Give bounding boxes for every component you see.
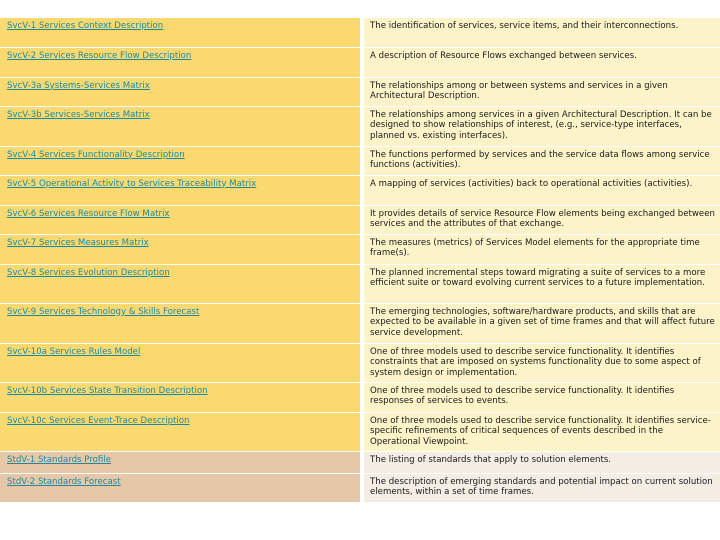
model-name-cell (0, 77, 360, 106)
table-row (0, 146, 720, 175)
model-name-cell (0, 473, 360, 502)
model-name-cell (0, 234, 360, 264)
model-link[interactable]: SvcV-4 Services Functionality Description (7, 149, 185, 160)
model-name-cell (0, 47, 360, 77)
model-description: The listing of standards that apply to solution elements. (364, 451, 720, 473)
model-link[interactable]: SvcV-1 Services Context Description (7, 21, 164, 31)
models-table (0, 18, 720, 503)
model-name-cell (0, 146, 360, 175)
model-name-cell (0, 382, 360, 412)
model-description: The relationships among or between systems and services in a given Architectural Description. (364, 77, 720, 106)
model-description: The relationships among services in a given Architectural Description. It can be designed to show relationships of interest, (e.g., service-type interfaces, planned vs. existing interfaces). (364, 106, 720, 146)
model-description: The identification of services, service items, and their interconnections. (364, 18, 720, 47)
model-name-cell (0, 412, 360, 451)
table-row (0, 343, 720, 382)
model-name-cell (0, 205, 360, 234)
table-row (0, 205, 720, 234)
model-link[interactable]: SvcV-9 Services Technology & Skills Forecast (7, 306, 200, 317)
model-description: The measures (metrics) of Services Model elements for the appropriate time frame(s). (364, 234, 720, 264)
model-description: One of three models used to describe service functionality. It identifies constraints that are imposed on systems functionality due to some aspect of system design or implementation. (364, 343, 720, 382)
model-link[interactable]: SvcV-10b Services State Transition Description (7, 385, 208, 396)
model-name-cell (0, 264, 360, 303)
model-link[interactable]: SvcV-3a Systems-Services Matrix (7, 80, 150, 91)
table-row (0, 234, 720, 264)
model-link[interactable]: StdV-2 Standards Forecast (7, 476, 121, 487)
table-row (0, 175, 720, 205)
model-description: The functions performed by services and the service data flows among service functions (activities). (364, 146, 720, 175)
model-name-cell (0, 451, 360, 473)
model-description: One of three models used to describe service functionality. It identifies service-specific refinements of critical sequences of events described in the Operational Viewpoint. (364, 412, 720, 451)
table-row (0, 451, 720, 473)
model-link[interactable]: SvcV-3b Services-Services Matrix (7, 109, 150, 120)
model-description: The emerging technologies, software/hardware products, and skills that are expected to be available in a given set of time frames and that will affect future service development. (364, 303, 720, 343)
model-description: The description of emerging standards and potential impact on current solution elements, within a set of time frames. (364, 473, 720, 502)
model-link[interactable]: SvcV-7 Services Measures Matrix (7, 237, 149, 248)
model-link[interactable]: StdV-1 Standards Profile (7, 454, 111, 465)
table-row (0, 303, 720, 343)
table-row (0, 473, 720, 502)
table-row (0, 264, 720, 303)
models-table-container (0, 18, 720, 503)
model-description: One of three models used to describe service functionality. It identifies responses of services to events. (364, 382, 720, 412)
model-name-cell (0, 18, 360, 47)
model-link[interactable]: SvcV-10c Services Event-Trace Description (7, 415, 190, 426)
model-name-cell (0, 303, 360, 343)
model-link[interactable]: SvcV-6 Services Resource Flow Matrix (7, 208, 170, 219)
table-row (0, 47, 720, 77)
model-description: It provides details of service Resource Flow elements being exchanged between services and the attributes of that exchange. (364, 205, 720, 234)
model-name-cell (0, 343, 360, 382)
table-row (0, 382, 720, 412)
model-name-cell (0, 175, 360, 205)
table-row (0, 18, 720, 47)
table-row (0, 77, 720, 106)
model-link[interactable]: SvcV-2 Services Resource Flow Description (7, 50, 192, 61)
model-link[interactable]: SvcV-10a Services Rules Model (7, 346, 141, 357)
model-description: A mapping of services (activities) back to operational activities (activities). (364, 175, 720, 205)
table-row (0, 106, 720, 146)
model-name-cell (0, 106, 360, 146)
model-link[interactable]: SvcV-8 Services Evolution Description (7, 267, 170, 278)
model-description: A description of Resource Flows exchanged between services. (364, 47, 720, 77)
table-row (0, 412, 720, 451)
model-description: The planned incremental steps toward migrating a suite of services to a more efficient suite or toward evolving current services to a future implementation. (364, 264, 720, 303)
model-link[interactable]: SvcV-5 Operational Activity to Services Traceability Matrix (7, 178, 257, 189)
